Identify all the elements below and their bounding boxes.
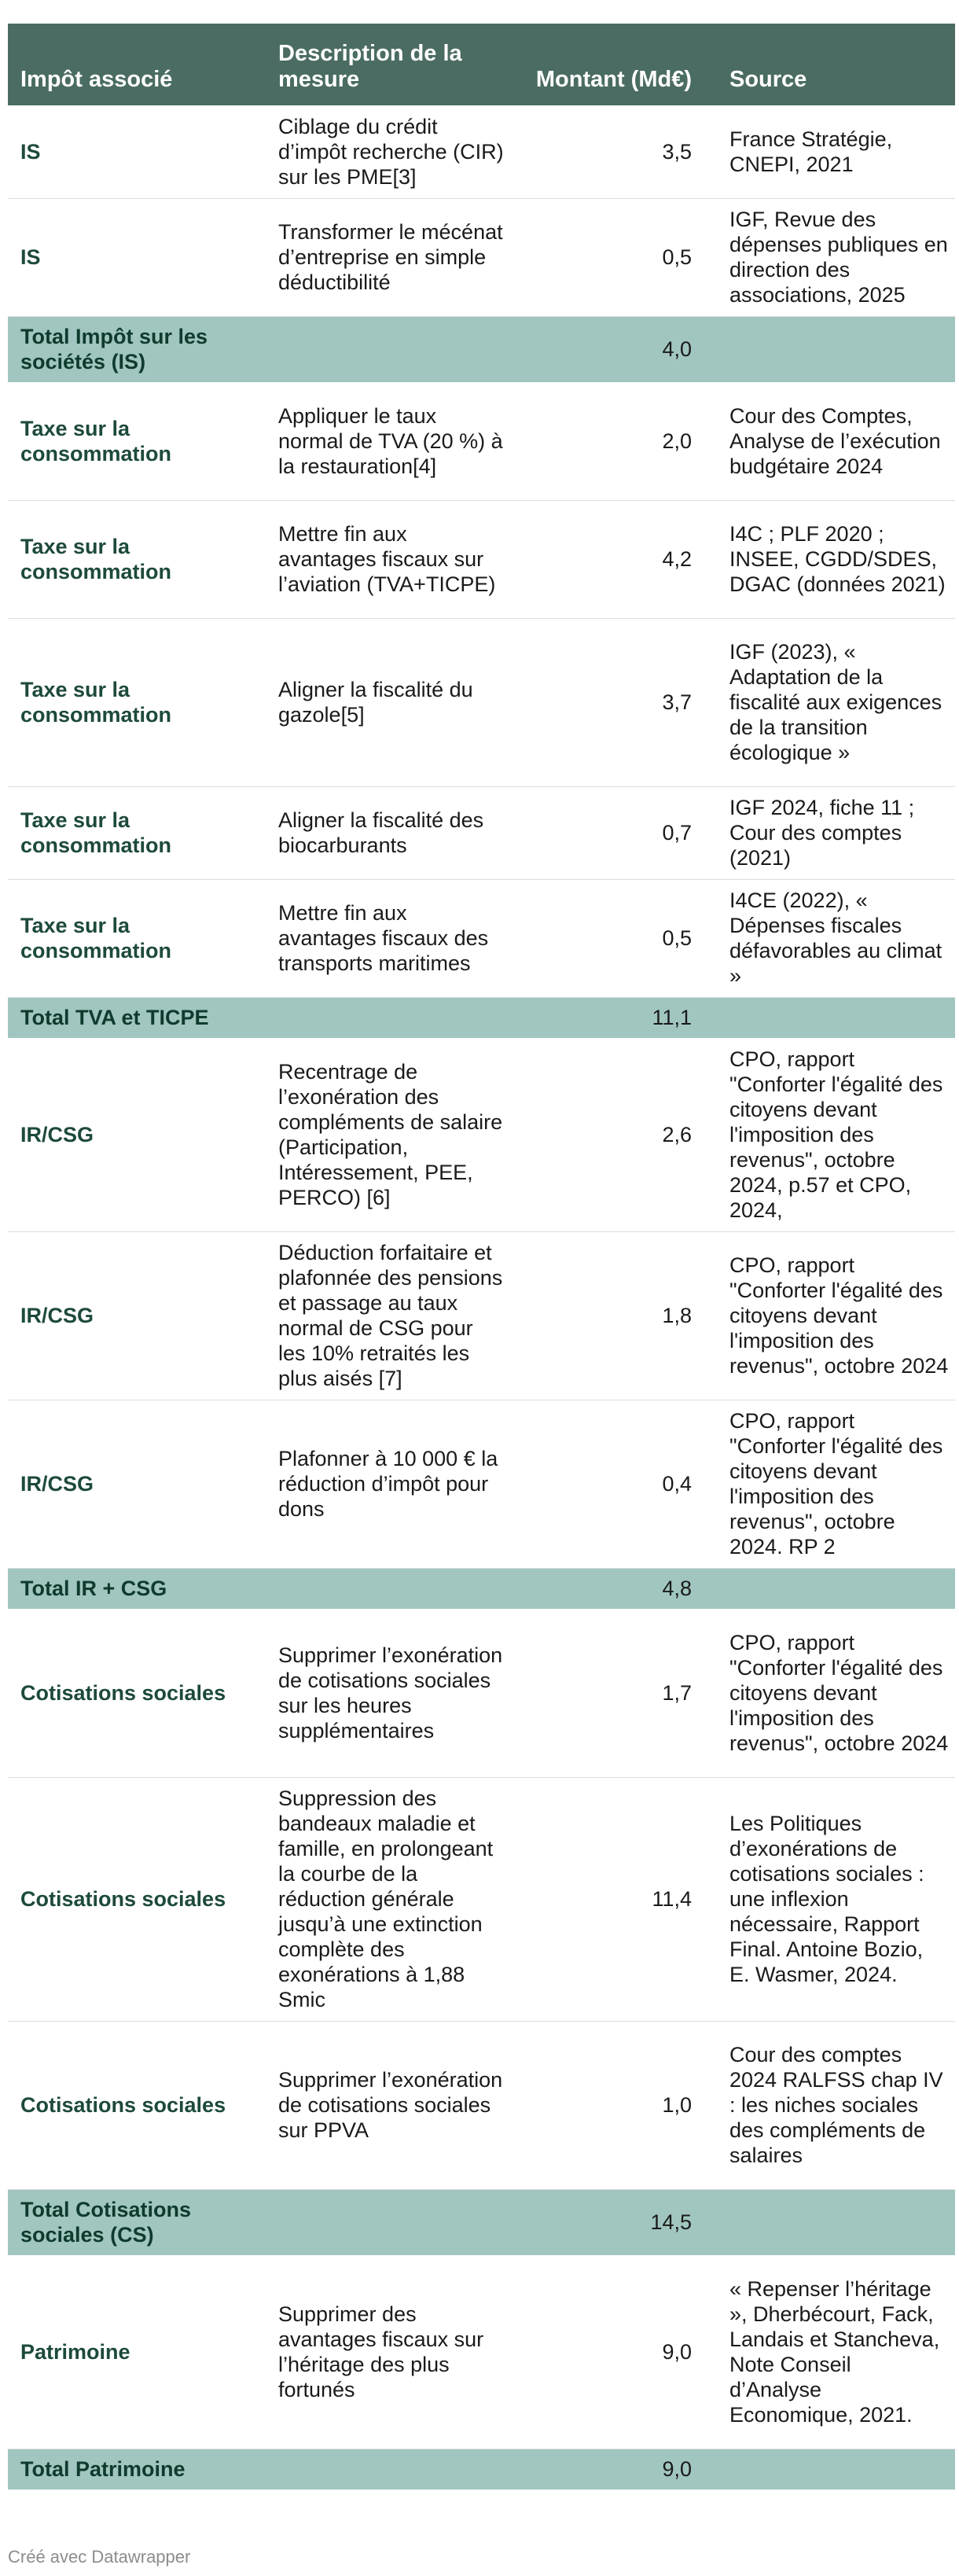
header-row xyxy=(8,24,955,105)
cell-impot: IR/CSG xyxy=(8,1038,266,1231)
header-description[interactable]: Description de la mesure xyxy=(266,24,517,105)
header-impot[interactable]: Impôt associé xyxy=(8,24,266,105)
cell-description: Aligner la fiscalité du gazole[5] xyxy=(266,618,517,786)
cell-montant: 9,0 xyxy=(517,2449,706,2490)
cell-source: Cour des Comptes, Analyse de l’exécution budgétaire 2024 xyxy=(706,382,955,500)
cell-montant: 3,7 xyxy=(517,618,706,786)
cell-impot: Taxe sur la consommation xyxy=(8,500,266,618)
cell-impot: Total Cotisations sociales (CS) xyxy=(8,2189,266,2255)
cell-source: IGF, Revue des dépenses publiques en direction des associations, 2025 xyxy=(706,198,955,316)
cell-montant: 4,8 xyxy=(517,1568,706,1609)
table-row xyxy=(8,382,955,500)
cell-impot: Taxe sur la consommation xyxy=(8,786,266,879)
cell-montant: 1,8 xyxy=(517,1231,706,1400)
cell-description: Aligner la fiscalité des biocarburants xyxy=(266,786,517,879)
cell-impot: Cotisations sociales xyxy=(8,1777,266,2021)
cell-montant: 9,0 xyxy=(517,2255,706,2449)
table-row xyxy=(8,879,955,997)
total-row xyxy=(8,316,955,382)
cell-source: France Stratégie, CNEPI, 2021 xyxy=(706,105,955,198)
cell-description xyxy=(266,2449,517,2490)
total-row xyxy=(8,1568,955,1609)
cell-source xyxy=(706,1568,955,1609)
cell-impot: IR/CSG xyxy=(8,1400,266,1568)
total-row xyxy=(8,2189,955,2255)
table-row xyxy=(8,1609,955,1777)
cell-description xyxy=(266,997,517,1038)
cell-impot: Cotisations sociales xyxy=(8,2021,266,2189)
cell-source: I4CE (2022), « Dépenses fiscales défavorables au climat » xyxy=(706,879,955,997)
cell-description: Appliquer le taux normal de TVA (20 %) à la restauration[4] xyxy=(266,382,517,500)
cell-source: IGF (2023), « Adaptation de la fiscalité aux exigences de la transition écologique » xyxy=(706,618,955,786)
cell-montant: 2,0 xyxy=(517,382,706,500)
table-row xyxy=(8,500,955,618)
cell-montant: 4,0 xyxy=(517,316,706,382)
cell-source xyxy=(706,316,955,382)
cell-description xyxy=(266,2189,517,2255)
cell-montant: 1,0 xyxy=(517,2021,706,2189)
cell-montant: 0,5 xyxy=(517,198,706,316)
cell-source: « Repenser l’héritage », Dherbécourt, Fack, Landais et Stancheva, Note Conseil d’Analyse Economique, 2021. xyxy=(706,2255,955,2449)
table-header xyxy=(8,24,955,105)
table-row xyxy=(8,786,955,879)
cell-montant: 1,7 xyxy=(517,1609,706,1777)
table-row xyxy=(8,1231,955,1400)
cell-description: Supprimer l’exonération de cotisations sociales sur PPVA xyxy=(266,2021,517,2189)
table-row xyxy=(8,2021,955,2189)
cell-montant: 14,5 xyxy=(517,2189,706,2255)
datawrapper-credit: Créé avec Datawrapper xyxy=(8,2547,191,2567)
fiscal-measures-table xyxy=(8,24,955,2490)
cell-description: Ciblage du crédit d’impôt recherche (CIR) sur les PME[3] xyxy=(266,105,517,198)
table-row xyxy=(8,198,955,316)
cell-source: Les Politiques d’exonérations de cotisations sociales : une inflexion nécessaire, Rapport Final. Antoine Bozio, E. Wasmer, 2024. xyxy=(706,1777,955,2021)
cell-impot: Total IR + CSG xyxy=(8,1568,266,1609)
cell-impot: Taxe sur la consommation xyxy=(8,879,266,997)
cell-description: Supprimer l’exonération de cotisations sociales sur les heures supplémentaires xyxy=(266,1609,517,1777)
cell-description: Plafonner à 10 000 € la réduction d’impôt pour dons xyxy=(266,1400,517,1568)
total-row xyxy=(8,2449,955,2490)
cell-impot: Total TVA et TICPE xyxy=(8,997,266,1038)
cell-description: Mettre fin aux avantages fiscaux sur l’aviation (TVA+TICPE) xyxy=(266,500,517,618)
header-montant[interactable]: Montant (Md€) xyxy=(517,24,706,105)
table-row xyxy=(8,2255,955,2449)
cell-description: Supprimer des avantages fiscaux sur l’héritage des plus fortunés xyxy=(266,2255,517,2449)
cell-impot: Total Impôt sur les sociétés (IS) xyxy=(8,316,266,382)
cell-source: I4C ; PLF 2020 ; INSEE, CGDD/SDES, DGAC (données 2021) xyxy=(706,500,955,618)
cell-source: CPO, rapport "Conforter l'égalité des citoyens devant l'imposition des revenus", octobre 2024 xyxy=(706,1231,955,1400)
header-source[interactable]: Source xyxy=(706,24,955,105)
fiscal-measures-table-container xyxy=(8,24,955,2490)
table-row xyxy=(8,618,955,786)
cell-source: CPO, rapport "Conforter l'égalité des citoyens devant l'imposition des revenus", octobre 2024, p.57 et CPO, 2024, xyxy=(706,1038,955,1231)
cell-source: CPO, rapport "Conforter l'égalité des citoyens devant l'imposition des revenus", octobre 2024. RP 2 xyxy=(706,1400,955,1568)
cell-impot: Patrimoine xyxy=(8,2255,266,2449)
cell-description: Déduction forfaitaire et plafonnée des pensions et passage au taux normal de CSG pour les 10% retraités les plus aisés [7] xyxy=(266,1231,517,1400)
total-row xyxy=(8,997,955,1038)
table-row xyxy=(8,105,955,198)
cell-source xyxy=(706,2189,955,2255)
cell-montant: 3,5 xyxy=(517,105,706,198)
table-row xyxy=(8,1400,955,1568)
cell-montant: 2,6 xyxy=(517,1038,706,1231)
cell-source: IGF 2024, fiche 11 ; Cour des comptes (2021) xyxy=(706,786,955,879)
cell-impot: Cotisations sociales xyxy=(8,1609,266,1777)
cell-description: Transformer le mécénat d’entreprise en simple déductibilité xyxy=(266,198,517,316)
cell-description: Suppression des bandeaux maladie et famille, en prolongeant la courbe de la réduction générale jusqu’à une extinction complète des exonérations à 1,88 Smic xyxy=(266,1777,517,2021)
cell-impot: Taxe sur la consommation xyxy=(8,382,266,500)
cell-source: Cour des comptes 2024 RALFSS chap IV : les niches sociales des compléments de salaires xyxy=(706,2021,955,2189)
cell-montant: 0,4 xyxy=(517,1400,706,1568)
cell-montant: 4,2 xyxy=(517,500,706,618)
cell-impot: IS xyxy=(8,198,266,316)
table-row xyxy=(8,1777,955,2021)
cell-impot: Taxe sur la consommation xyxy=(8,618,266,786)
cell-source xyxy=(706,997,955,1038)
cell-montant: 0,5 xyxy=(517,879,706,997)
cell-description xyxy=(266,1568,517,1609)
cell-impot: IS xyxy=(8,105,266,198)
cell-montant: 11,1 xyxy=(517,997,706,1038)
cell-montant: 11,4 xyxy=(517,1777,706,2021)
cell-description: Mettre fin aux avantages fiscaux des transports maritimes xyxy=(266,879,517,997)
cell-source: CPO, rapport "Conforter l'égalité des citoyens devant l'imposition des revenus", octobre 2024 xyxy=(706,1609,955,1777)
table-body xyxy=(8,105,955,2490)
cell-montant: 0,7 xyxy=(517,786,706,879)
cell-impot: Total Patrimoine xyxy=(8,2449,266,2490)
cell-impot: IR/CSG xyxy=(8,1231,266,1400)
cell-source xyxy=(706,2449,955,2490)
cell-description: Recentrage de l’exonération des compléments de salaire (Participation, Intéressement, PEE, PERCO) [6] xyxy=(266,1038,517,1231)
table-row xyxy=(8,1038,955,1231)
cell-description xyxy=(266,316,517,382)
